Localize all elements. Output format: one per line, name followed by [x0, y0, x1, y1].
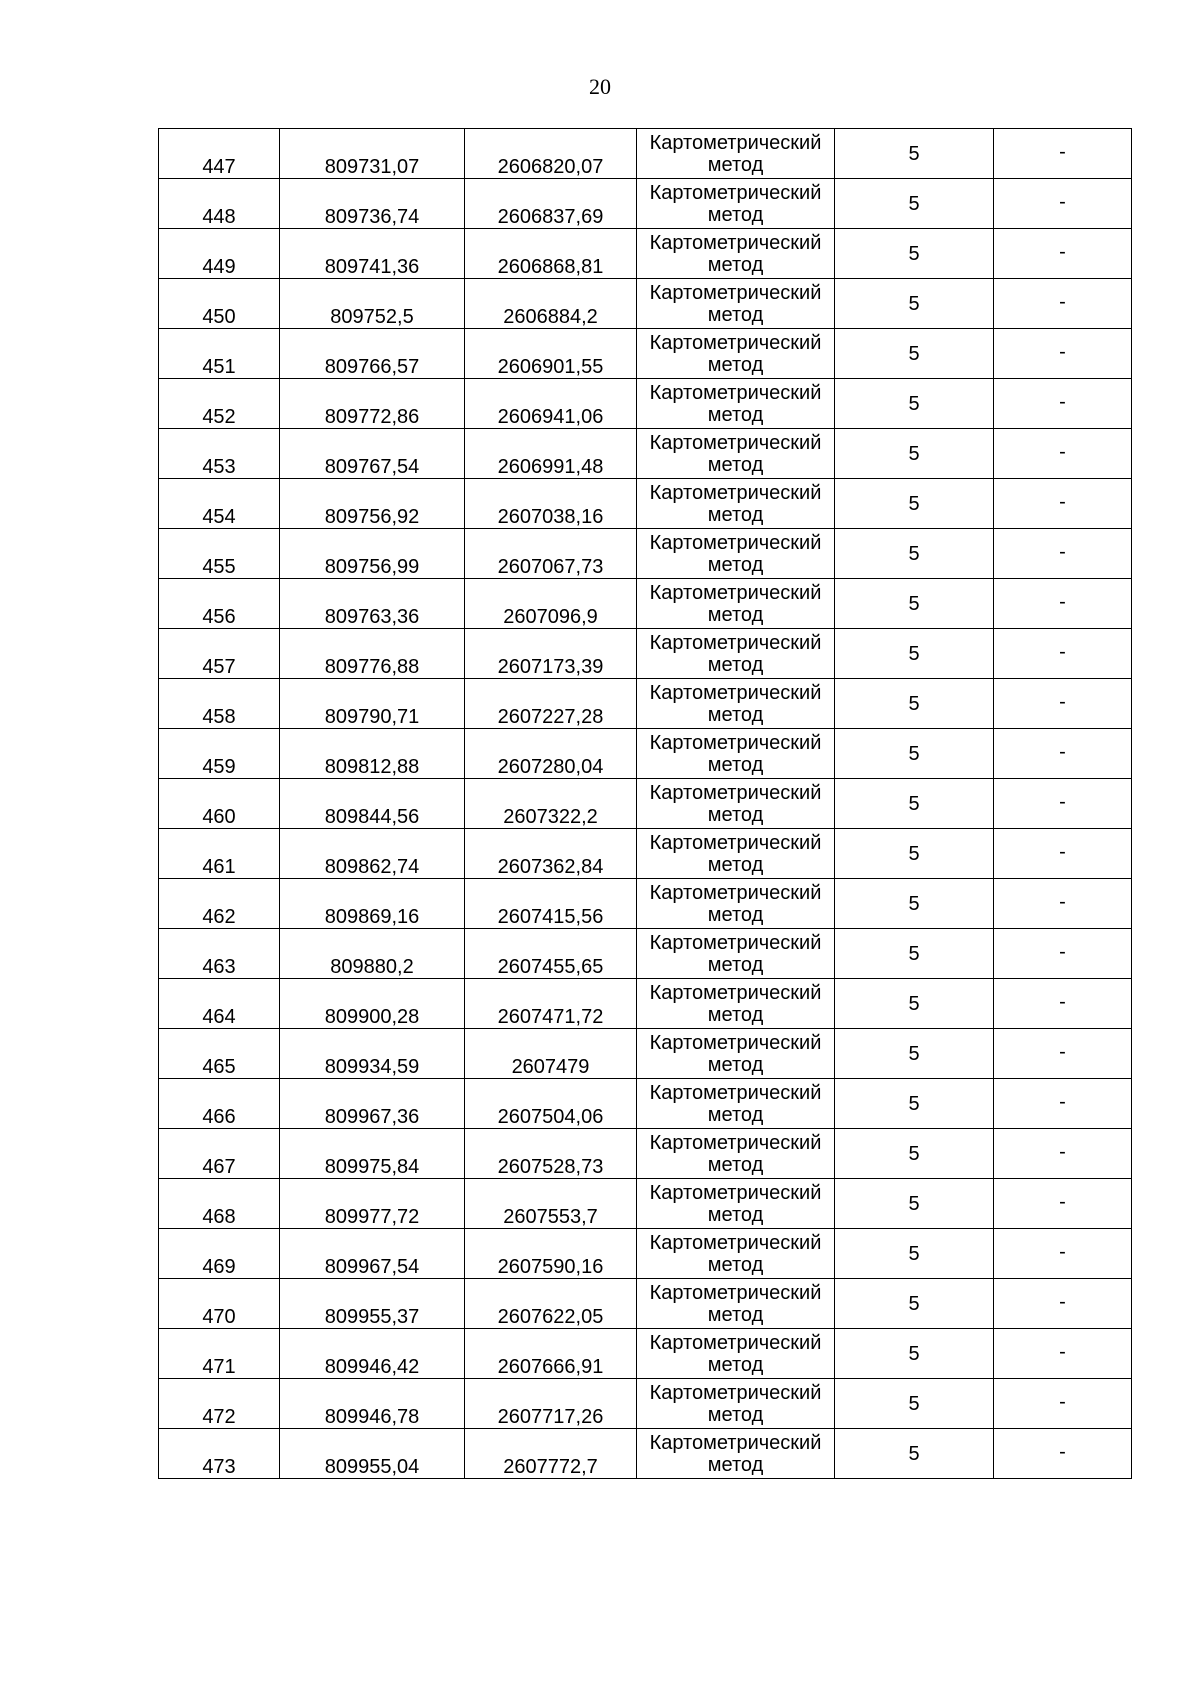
method-cell — [637, 1329, 835, 1379]
x-coordinate-cell: 809756,92 — [280, 479, 465, 529]
x-coordinate-cell: 809766,57 — [280, 329, 465, 379]
y-coordinate-cell: 2607173,39 — [465, 629, 637, 679]
accuracy-cell: 5 — [835, 1379, 994, 1429]
description-cell — [994, 1329, 1132, 1379]
method-line-2: метод — [707, 203, 764, 226]
x-coordinate-cell: 809967,54 — [280, 1229, 465, 1279]
table-row — [159, 779, 1132, 829]
method-line-2: метод — [707, 403, 764, 426]
table-row — [159, 679, 1132, 729]
y-coordinate-cell: 2607772,7 — [465, 1429, 637, 1479]
table-row — [159, 1079, 1132, 1129]
description-cell — [994, 779, 1132, 829]
accuracy-cell: 5 — [835, 279, 994, 329]
accuracy-cell: 5 — [835, 479, 994, 529]
point-number-cell: 449 — [159, 229, 280, 279]
description-value: - — [1059, 240, 1066, 263]
description-cell — [994, 1279, 1132, 1329]
method-cell — [637, 929, 835, 979]
coordinates-table — [158, 128, 1132, 1479]
method-line-2: метод — [707, 753, 764, 776]
method-line-1: Картометрический — [649, 331, 822, 354]
method-line-2: метод — [707, 603, 764, 626]
method-line-2: метод — [707, 1103, 764, 1126]
y-coordinate-cell: 2607590,16 — [465, 1229, 637, 1279]
method-cell — [637, 229, 835, 279]
description-value: - — [1059, 940, 1066, 963]
method-line-1: Картометрический — [649, 481, 822, 504]
table-row — [159, 1129, 1132, 1179]
x-coordinate-cell: 809776,88 — [280, 629, 465, 679]
method-cell — [637, 1229, 835, 1279]
method-line-1: Картометрический — [649, 231, 822, 254]
table-row — [159, 179, 1132, 229]
accuracy-cell: 5 — [835, 1329, 994, 1379]
method-cell — [637, 679, 835, 729]
accuracy-cell: 5 — [835, 579, 994, 629]
description-cell — [994, 179, 1132, 229]
point-number-cell: 458 — [159, 679, 280, 729]
y-coordinate-cell: 2606837,69 — [465, 179, 637, 229]
description-value: - — [1059, 540, 1066, 563]
description-cell — [994, 329, 1132, 379]
accuracy-cell: 5 — [835, 1029, 994, 1079]
table-row — [159, 579, 1132, 629]
point-number-cell: 471 — [159, 1329, 280, 1379]
method-line-1: Картометрический — [649, 1231, 822, 1254]
description-cell — [994, 1079, 1132, 1129]
table-row — [159, 479, 1132, 529]
point-number-cell: 463 — [159, 929, 280, 979]
method-line-2: метод — [707, 1453, 764, 1476]
table-row — [159, 729, 1132, 779]
accuracy-cell: 5 — [835, 979, 994, 1029]
x-coordinate-cell: 809844,56 — [280, 779, 465, 829]
y-coordinate-cell: 2607471,72 — [465, 979, 637, 1029]
page-number: 20 — [589, 74, 611, 99]
x-coordinate-cell: 809967,36 — [280, 1079, 465, 1129]
description-cell — [994, 979, 1132, 1029]
accuracy-cell: 5 — [835, 129, 994, 179]
description-value: - — [1059, 640, 1066, 663]
method-cell — [637, 1029, 835, 1079]
method-cell — [637, 1079, 835, 1129]
y-coordinate-cell: 2607553,7 — [465, 1179, 637, 1229]
method-line-1: Картометрический — [649, 1181, 822, 1204]
point-number-cell: 456 — [159, 579, 280, 629]
method-line-2: метод — [707, 653, 764, 676]
accuracy-cell: 5 — [835, 829, 994, 879]
description-value: - — [1059, 1190, 1066, 1213]
y-coordinate-cell: 2607227,28 — [465, 679, 637, 729]
method-cell — [637, 879, 835, 929]
table-row — [159, 1429, 1132, 1479]
table-row — [159, 1179, 1132, 1229]
x-coordinate-cell: 809756,99 — [280, 529, 465, 579]
description-value: - — [1059, 440, 1066, 463]
y-coordinate-cell: 2607415,56 — [465, 879, 637, 929]
table-row — [159, 329, 1132, 379]
accuracy-cell: 5 — [835, 1129, 994, 1179]
description-cell — [994, 1379, 1132, 1429]
description-cell — [994, 429, 1132, 479]
accuracy-cell: 5 — [835, 429, 994, 479]
accuracy-cell: 5 — [835, 1229, 994, 1279]
method-line-1: Картометрический — [649, 781, 822, 804]
description-cell — [994, 379, 1132, 429]
table-row — [159, 529, 1132, 579]
method-cell — [637, 129, 835, 179]
coordinates-table-body — [159, 129, 1132, 1479]
method-cell — [637, 1129, 835, 1179]
accuracy-cell: 5 — [835, 1179, 994, 1229]
table-row — [159, 629, 1132, 679]
point-number-cell: 461 — [159, 829, 280, 879]
description-value: - — [1059, 1140, 1066, 1163]
point-number-cell: 468 — [159, 1179, 280, 1229]
point-number-cell: 460 — [159, 779, 280, 829]
table-row — [159, 1379, 1132, 1429]
y-coordinate-cell: 2607479 — [465, 1029, 637, 1079]
table-row — [159, 829, 1132, 879]
method-line-1: Картометрический — [649, 681, 822, 704]
x-coordinate-cell: 809946,42 — [280, 1329, 465, 1379]
accuracy-cell: 5 — [835, 529, 994, 579]
description-value: - — [1059, 990, 1066, 1013]
method-cell — [637, 529, 835, 579]
table-row — [159, 929, 1132, 979]
method-line-1: Картометрический — [649, 731, 822, 754]
method-line-2: метод — [707, 853, 764, 876]
method-cell — [637, 379, 835, 429]
accuracy-cell: 5 — [835, 1429, 994, 1479]
accuracy-cell: 5 — [835, 729, 994, 779]
method-line-1: Картометрический — [649, 1281, 822, 1304]
y-coordinate-cell: 2606820,07 — [465, 129, 637, 179]
method-line-1: Картометрический — [649, 381, 822, 404]
x-coordinate-cell: 809869,16 — [280, 879, 465, 929]
x-coordinate-cell: 809731,07 — [280, 129, 465, 179]
table-row — [159, 879, 1132, 929]
method-line-1: Картометрический — [649, 131, 822, 154]
point-number-cell: 447 — [159, 129, 280, 179]
accuracy-cell: 5 — [835, 1079, 994, 1129]
y-coordinate-cell: 2606991,48 — [465, 429, 637, 479]
x-coordinate-cell: 809955,37 — [280, 1279, 465, 1329]
y-coordinate-cell: 2607717,26 — [465, 1379, 637, 1429]
table-row — [159, 279, 1132, 329]
table-row — [159, 229, 1132, 279]
x-coordinate-cell: 809741,36 — [280, 229, 465, 279]
method-line-1: Картометрический — [649, 1431, 822, 1454]
method-line-1: Картометрический — [649, 181, 822, 204]
description-cell — [994, 679, 1132, 729]
description-cell — [994, 129, 1132, 179]
accuracy-cell: 5 — [835, 929, 994, 979]
description-value: - — [1059, 490, 1066, 513]
method-line-1: Картометрический — [649, 831, 822, 854]
method-cell — [637, 979, 835, 1029]
description-cell — [994, 829, 1132, 879]
description-cell — [994, 529, 1132, 579]
method-line-2: метод — [707, 553, 764, 576]
method-line-2: метод — [707, 803, 764, 826]
method-line-2: метод — [707, 1153, 764, 1176]
method-cell — [637, 279, 835, 329]
table-row — [159, 1029, 1132, 1079]
method-line-2: метод — [707, 1403, 764, 1426]
method-cell — [637, 629, 835, 679]
description-cell — [994, 579, 1132, 629]
x-coordinate-cell: 809772,86 — [280, 379, 465, 429]
y-coordinate-cell: 2607322,2 — [465, 779, 637, 829]
x-coordinate-cell: 809763,36 — [280, 579, 465, 629]
method-line-2: метод — [707, 453, 764, 476]
point-number-cell: 453 — [159, 429, 280, 479]
description-value: - — [1059, 790, 1066, 813]
method-cell — [637, 429, 835, 479]
y-coordinate-cell: 2607280,04 — [465, 729, 637, 779]
x-coordinate-cell: 809900,28 — [280, 979, 465, 1029]
method-line-2: метод — [707, 1253, 764, 1276]
description-value: - — [1059, 390, 1066, 413]
method-line-1: Картометрический — [649, 1081, 822, 1104]
accuracy-cell: 5 — [835, 1279, 994, 1329]
point-number-cell: 452 — [159, 379, 280, 429]
y-coordinate-cell: 2606941,06 — [465, 379, 637, 429]
y-coordinate-cell: 2607096,9 — [465, 579, 637, 629]
method-cell — [637, 179, 835, 229]
description-value: - — [1059, 590, 1066, 613]
y-coordinate-cell: 2607455,65 — [465, 929, 637, 979]
table-row — [159, 379, 1132, 429]
x-coordinate-cell: 809812,88 — [280, 729, 465, 779]
description-value: - — [1059, 1290, 1066, 1313]
point-number-cell: 473 — [159, 1429, 280, 1479]
description-cell — [994, 479, 1132, 529]
point-number-cell: 462 — [159, 879, 280, 929]
method-line-1: Картометрический — [649, 281, 822, 304]
method-line-1: Картометрический — [649, 1031, 822, 1054]
y-coordinate-cell: 2607666,91 — [465, 1329, 637, 1379]
y-coordinate-cell: 2607504,06 — [465, 1079, 637, 1129]
method-line-1: Картометрический — [649, 1131, 822, 1154]
point-number-cell: 472 — [159, 1379, 280, 1429]
table-row — [159, 129, 1132, 179]
point-number-cell: 464 — [159, 979, 280, 1029]
point-number-cell: 448 — [159, 179, 280, 229]
x-coordinate-cell: 809736,74 — [280, 179, 465, 229]
description-value: - — [1059, 690, 1066, 713]
x-coordinate-cell: 809790,71 — [280, 679, 465, 729]
method-line-1: Картометрический — [649, 881, 822, 904]
method-line-2: метод — [707, 1353, 764, 1376]
point-number-cell: 459 — [159, 729, 280, 779]
description-cell — [994, 879, 1132, 929]
point-number-cell: 457 — [159, 629, 280, 679]
method-cell — [637, 579, 835, 629]
method-line-2: метод — [707, 1203, 764, 1226]
y-coordinate-cell: 2607528,73 — [465, 1129, 637, 1179]
x-coordinate-cell: 809975,84 — [280, 1129, 465, 1179]
table-row — [159, 429, 1132, 479]
description-cell — [994, 729, 1132, 779]
description-value: - — [1059, 1040, 1066, 1063]
point-number-cell: 455 — [159, 529, 280, 579]
method-line-2: метод — [707, 903, 764, 926]
description-value: - — [1059, 1340, 1066, 1363]
description-value: - — [1059, 1240, 1066, 1263]
point-number-cell: 454 — [159, 479, 280, 529]
description-cell — [994, 1179, 1132, 1229]
method-cell — [637, 779, 835, 829]
description-value: - — [1059, 340, 1066, 363]
method-line-1: Картометрический — [649, 431, 822, 454]
method-line-2: метод — [707, 1053, 764, 1076]
x-coordinate-cell: 809880,2 — [280, 929, 465, 979]
method-line-2: метод — [707, 703, 764, 726]
description-value: - — [1059, 190, 1066, 213]
x-coordinate-cell: 809977,72 — [280, 1179, 465, 1229]
description-value: - — [1059, 1090, 1066, 1113]
accuracy-cell: 5 — [835, 879, 994, 929]
accuracy-cell: 5 — [835, 179, 994, 229]
method-line-1: Картометрический — [649, 981, 822, 1004]
y-coordinate-cell: 2607362,84 — [465, 829, 637, 879]
x-coordinate-cell: 809767,54 — [280, 429, 465, 479]
table-row — [159, 979, 1132, 1029]
method-line-1: Картометрический — [649, 1331, 822, 1354]
point-number-cell: 469 — [159, 1229, 280, 1279]
accuracy-cell: 5 — [835, 229, 994, 279]
description-value: - — [1059, 890, 1066, 913]
description-value: - — [1059, 140, 1066, 163]
method-line-2: метод — [707, 1303, 764, 1326]
method-line-1: Картометрический — [649, 1381, 822, 1404]
x-coordinate-cell: 809946,78 — [280, 1379, 465, 1429]
table-row — [159, 1229, 1132, 1279]
description-cell — [994, 279, 1132, 329]
method-cell — [637, 1279, 835, 1329]
description-cell — [994, 1029, 1132, 1079]
description-cell — [994, 629, 1132, 679]
x-coordinate-cell: 809955,04 — [280, 1429, 465, 1479]
method-line-1: Картометрический — [649, 931, 822, 954]
point-number-cell: 450 — [159, 279, 280, 329]
x-coordinate-cell: 809934,59 — [280, 1029, 465, 1079]
accuracy-cell: 5 — [835, 379, 994, 429]
method-line-2: метод — [707, 1003, 764, 1026]
point-number-cell: 467 — [159, 1129, 280, 1179]
method-cell — [637, 329, 835, 379]
description-cell — [994, 1429, 1132, 1479]
method-cell — [637, 479, 835, 529]
description-value: - — [1059, 1390, 1066, 1413]
y-coordinate-cell: 2607038,16 — [465, 479, 637, 529]
method-cell — [637, 1179, 835, 1229]
description-cell — [994, 929, 1132, 979]
y-coordinate-cell: 2606868,81 — [465, 229, 637, 279]
point-number-cell: 465 — [159, 1029, 280, 1079]
method-cell — [637, 1429, 835, 1479]
description-value: - — [1059, 290, 1066, 313]
method-line-2: метод — [707, 503, 764, 526]
y-coordinate-cell: 2607067,73 — [465, 529, 637, 579]
y-coordinate-cell: 2606884,2 — [465, 279, 637, 329]
description-value: - — [1059, 840, 1066, 863]
point-number-cell: 451 — [159, 329, 280, 379]
accuracy-cell: 5 — [835, 679, 994, 729]
accuracy-cell: 5 — [835, 779, 994, 829]
method-line-2: метод — [707, 253, 764, 276]
y-coordinate-cell: 2607622,05 — [465, 1279, 637, 1329]
x-coordinate-cell: 809862,74 — [280, 829, 465, 879]
table-row — [159, 1329, 1132, 1379]
table-row — [159, 1279, 1132, 1329]
description-cell — [994, 1129, 1132, 1179]
description-cell — [994, 229, 1132, 279]
accuracy-cell: 5 — [835, 629, 994, 679]
method-line-2: метод — [707, 353, 764, 376]
method-line-2: метод — [707, 953, 764, 976]
method-cell — [637, 1379, 835, 1429]
method-line-1: Картометрический — [649, 631, 822, 654]
point-number-cell: 466 — [159, 1079, 280, 1129]
description-cell — [994, 1229, 1132, 1279]
method-cell — [637, 829, 835, 879]
description-value: - — [1059, 1440, 1066, 1463]
accuracy-cell: 5 — [835, 329, 994, 379]
method-line-1: Картометрический — [649, 581, 822, 604]
method-line-2: метод — [707, 303, 764, 326]
method-line-1: Картометрический — [649, 531, 822, 554]
method-cell — [637, 729, 835, 779]
description-value: - — [1059, 740, 1066, 763]
y-coordinate-cell: 2606901,55 — [465, 329, 637, 379]
method-line-2: метод — [707, 153, 764, 176]
x-coordinate-cell: 809752,5 — [280, 279, 465, 329]
point-number-cell: 470 — [159, 1279, 280, 1329]
